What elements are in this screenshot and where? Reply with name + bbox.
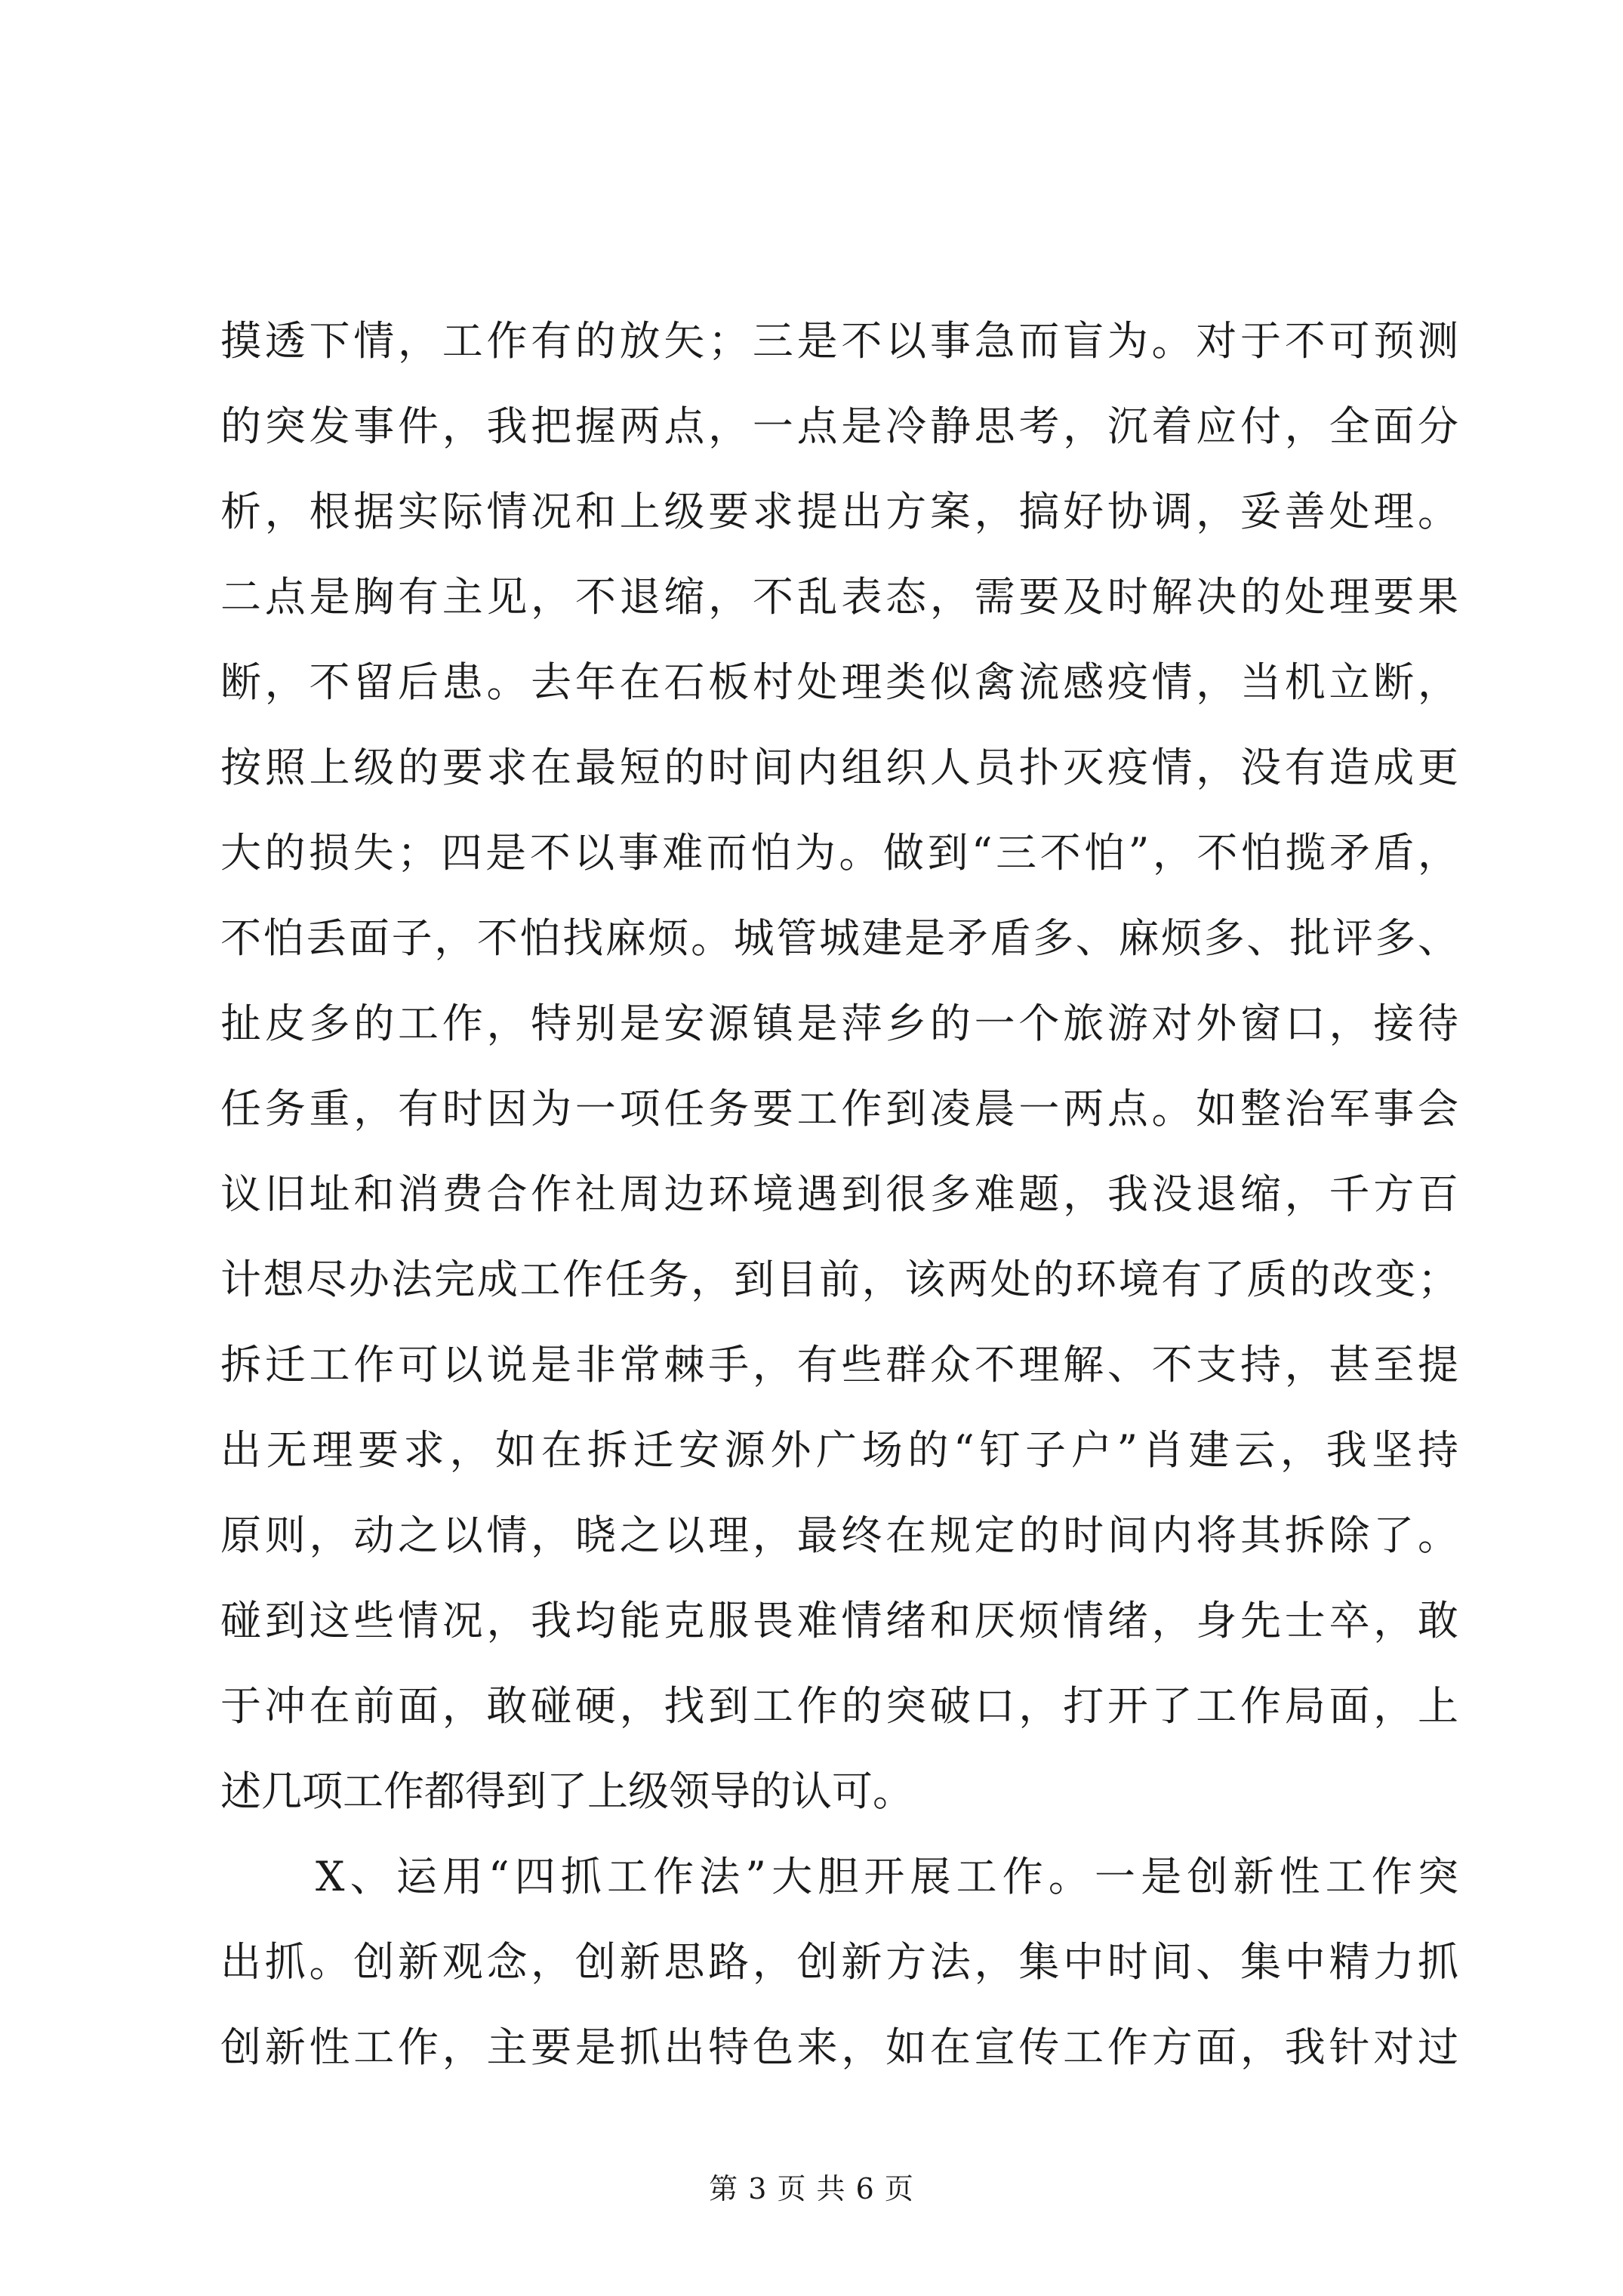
text-line: 的突发事件，我把握两点，一点是冷静思考，沉着应付，全面分: [220, 402, 1458, 450]
text-line: 创新性工作，主要是抓出特色来，如在宣传工作方面，我针对过: [220, 2023, 1458, 2071]
text-line: 析，根据实际情况和上级要求提出方案，搞好协调，妥善处理。: [220, 488, 1458, 535]
text-line: 大的损失；四是不以事难而怕为。做到“三不怕”，不怕揽矛盾，: [220, 829, 1458, 877]
text-line: 碰到这些情况，我均能克服畏难情绪和厌烦情绪，身先士卒，敢: [220, 1597, 1458, 1644]
text-line: 于冲在前面，敢碰硬，找到工作的突破口，打开了工作局面，上: [220, 1682, 1458, 1730]
text-line: 二点是胸有主见，不退缩，不乱表态，需要及时解决的处理要果: [220, 573, 1458, 621]
document-body: [220, 298, 1458, 2090]
text-line: 原则，动之以情，晓之以理，最终在规定的时间内将其拆除了。: [220, 1512, 1458, 1559]
text-line: 议旧址和消费合作社周边环境遇到很多难题，我没退缩，千方百: [220, 1170, 1458, 1218]
text-line: 出无理要求，如在拆迁安源外广场的“钉子户”肖建云，我坚持: [220, 1426, 1458, 1474]
page-indicator: 第 3 页 共 6 页: [709, 2172, 914, 2205]
text-line: 按照上级的要求在最短的时间内组织人员扑灭疫情，没有造成更: [220, 744, 1458, 791]
text-line: 出抓。创新观念，创新思路，创新方法，集中时间、集中精力抓: [220, 1938, 1458, 1986]
text-line: 述几项工作都得到了上级领导的认可。: [220, 1767, 913, 1815]
paragraph-first-line: X、运用“四抓工作法”大胆开展工作。一是创新性工作突: [316, 1853, 1458, 1900]
text-line: 扯皮多的工作，特别是安源镇是萍乡的一个旅游对外窗口，接待: [220, 1000, 1458, 1047]
text-line: 计想尽办法完成工作任务，到目前，该两处的环境有了质的改变；: [220, 1256, 1458, 1303]
page-footer: [0, 2170, 1623, 2208]
text-line: 摸透下情，工作有的放矢；三是不以事急而盲为。对于不可预测: [220, 317, 1458, 365]
text-line: 断，不留后患。去年在石板村处理类似禽流感疫情，当机立断，: [220, 658, 1458, 706]
text-line: 任务重，有时因为一项任务要工作到凌晨一两点。如整治军事会: [220, 1085, 1458, 1133]
text-line: 不怕丢面子，不怕找麻烦。城管城建是矛盾多、麻烦多、批评多、: [220, 914, 1458, 962]
text-line: 拆迁工作可以说是非常棘手，有些群众不理解、不支持，甚至提: [220, 1341, 1458, 1388]
